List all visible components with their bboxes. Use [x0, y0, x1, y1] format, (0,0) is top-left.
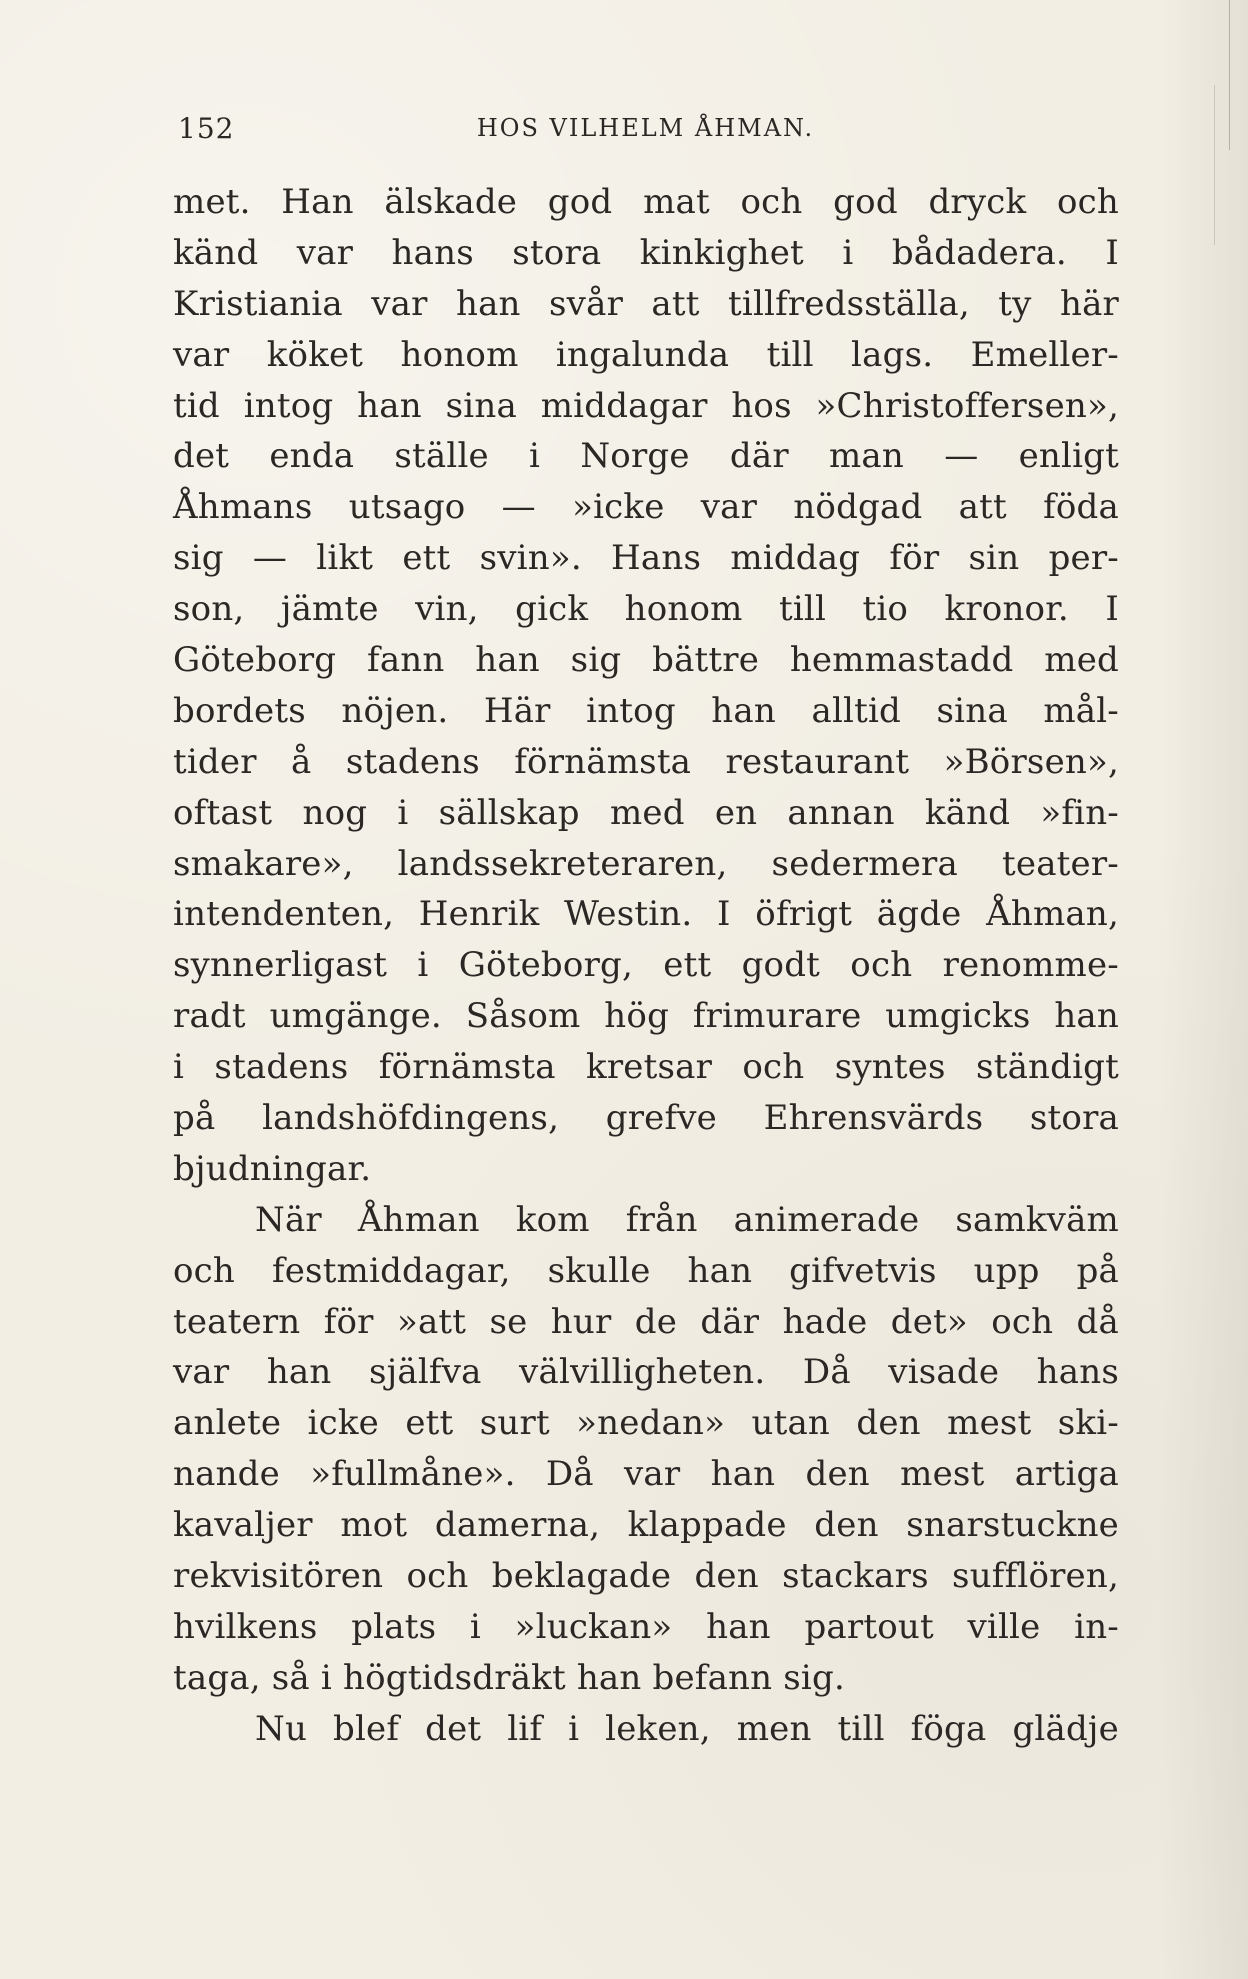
text-line: smakare», landssekreteraren, sedermera teater- — [173, 843, 1119, 884]
page-number: 152 — [178, 112, 235, 145]
text-line: rekvisitören och beklagade den stackars sufflören, — [173, 1556, 1119, 1597]
page-header — [178, 112, 1113, 152]
text-line: intendenten, Henrik Westin. I öfrigt ägde Åhman, — [173, 894, 1119, 935]
text-line: Åhmans utsago — »icke var nödgad att föda — [173, 487, 1119, 528]
paragraph-end-line: taga, så i högtidsdräkt han befann sig. — [173, 1657, 845, 1698]
text-line: känd var hans stora kinkighet i bådadera. I — [173, 232, 1119, 273]
text-line: var köket honom ingalunda till lags. Emeller- — [173, 334, 1119, 375]
paragraph-end-line: bjudningar. — [173, 1148, 372, 1189]
text-line: anlete icke ett surt »nedan» utan den mest ski- — [173, 1403, 1119, 1444]
text-line: kavaljer mot damerna, klappade den snarstuckne — [173, 1505, 1119, 1546]
paragraph-start-line: Nu blef det lif i leken, men till föga glädje — [255, 1708, 1119, 1749]
text-line: Kristiania var han svår att tillfredsställa, ty här — [173, 283, 1119, 324]
stray-margin-mark — [1214, 85, 1215, 245]
text-line: tider å stadens förnämsta restaurant »Börsen», — [173, 741, 1119, 782]
text-line: det enda ställe i Norge där man — enligt — [173, 436, 1119, 477]
text-line: radt umgänge. Såsom hög frimurare umgicks han — [173, 996, 1119, 1037]
text-line: var han själfva välvilligheten. Då visade hans — [173, 1352, 1119, 1393]
paragraph-start-line: När Åhman kom från animerade samkväm — [255, 1199, 1119, 1240]
text-line: son, jämte vin, gick honom till tio kronor. I — [173, 589, 1119, 630]
text-line: på landshöfdingens, grefve Ehrensvärds stora — [173, 1098, 1119, 1139]
text-line: oftast nog i sällskap med en annan känd »fin- — [173, 792, 1119, 833]
text-line: bordets nöjen. Här intog han alltid sina mål- — [173, 690, 1119, 731]
text-line: nande »fullmåne». Då var han den mest artiga — [173, 1454, 1119, 1495]
text-line: och festmiddagar, skulle han gifvetvis upp på — [173, 1250, 1119, 1291]
page-edge-shadow — [1158, 0, 1248, 1979]
running-head: HOS VILHELM ÅHMAN. — [476, 114, 815, 142]
text-line: teatern för »att se hur de där hade det» och då — [173, 1301, 1119, 1342]
text-line: hvilkens plats i »luckan» han partout ville in- — [173, 1606, 1119, 1647]
text-line: met. Han älskade god mat och god dryck och — [173, 182, 1119, 222]
text-line: sig — likt ett svin». Hans middag för sin per- — [173, 538, 1119, 579]
text-line: tid intog han sina middagar hos »Christoffersen», — [173, 385, 1119, 426]
text-line: Göteborg fann han sig bättre hemmastadd med — [173, 640, 1119, 681]
stray-margin-mark — [1229, 0, 1230, 150]
text-line: i stadens förnämsta kretsar och syntes ständigt — [173, 1047, 1119, 1088]
text-line: synnerligast i Göteborg, ett godt och renomme- — [173, 945, 1119, 986]
body-text — [173, 177, 1119, 1755]
